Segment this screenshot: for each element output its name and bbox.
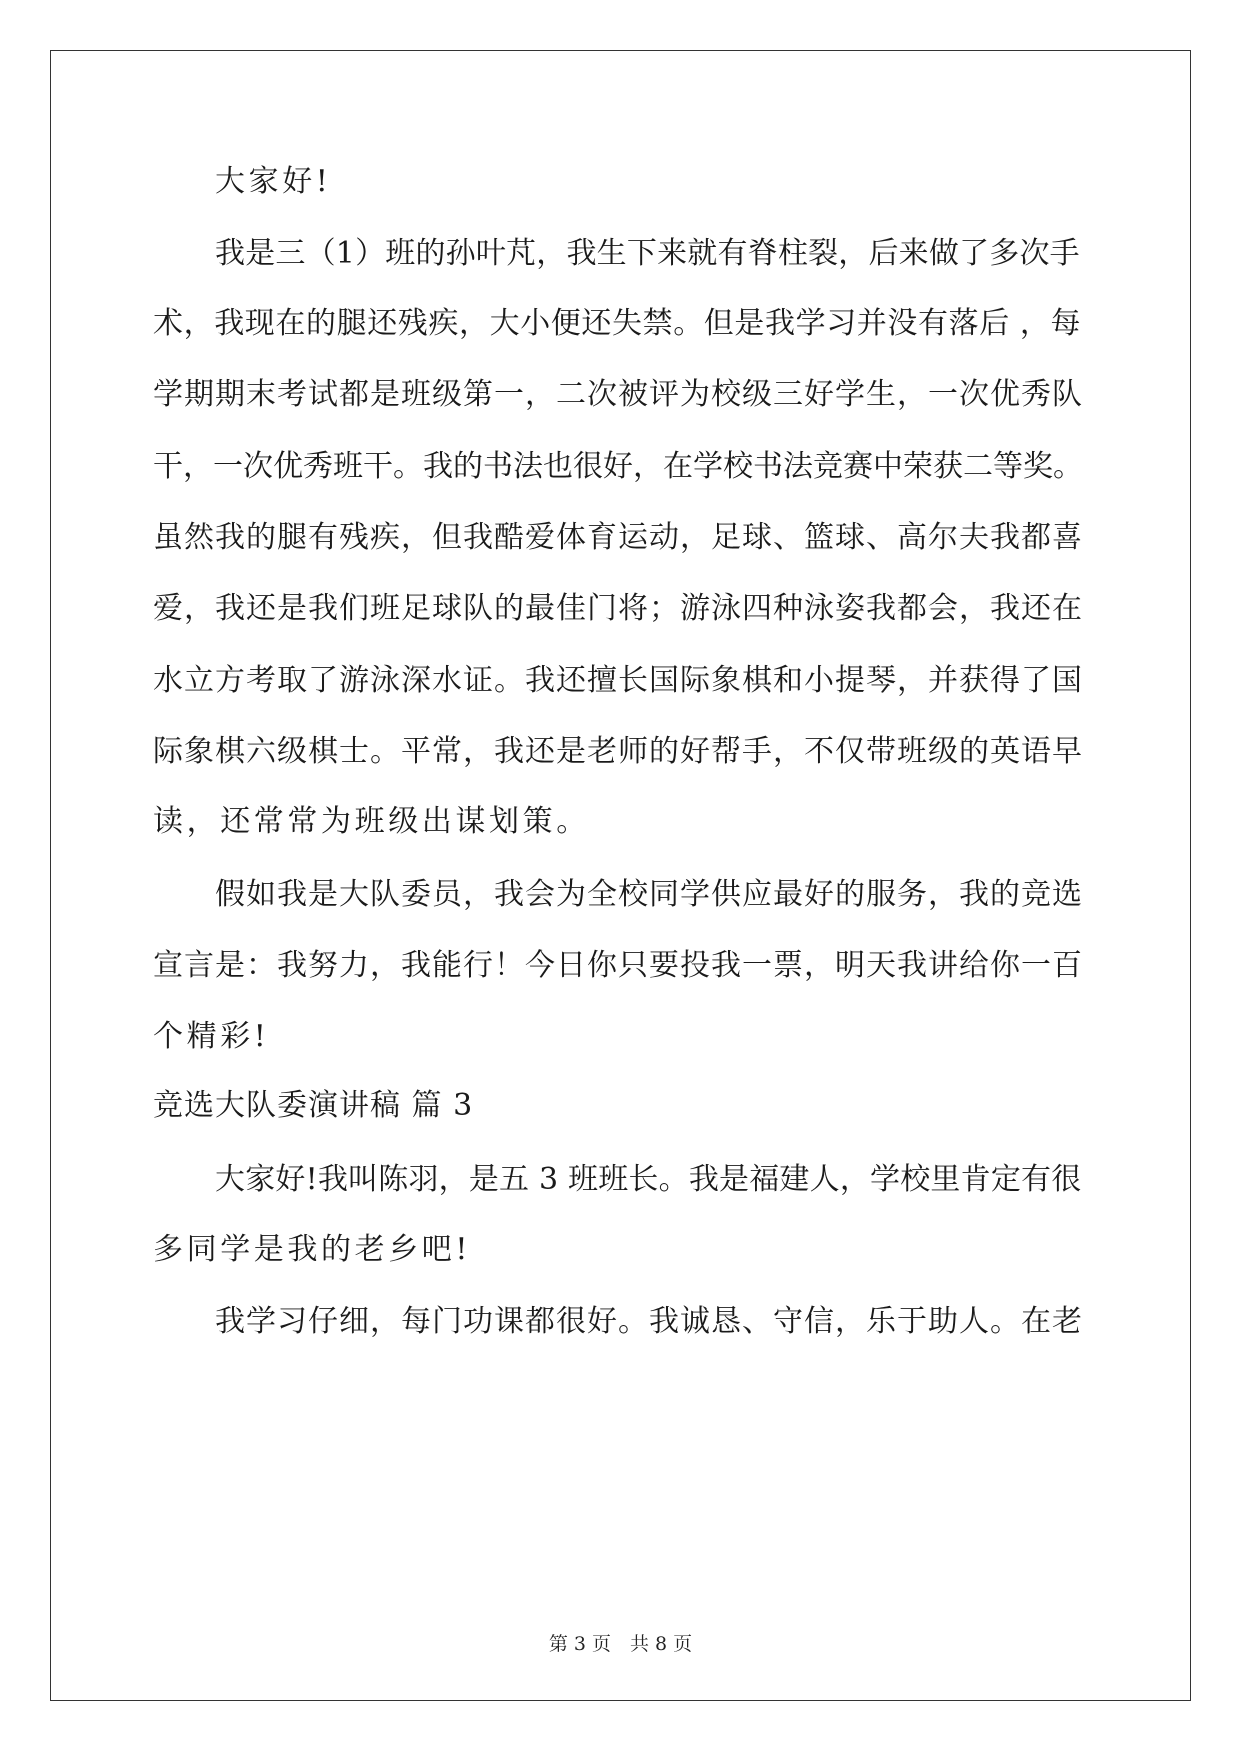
- paragraph-1-line-3: 学期期末考试都是班级第一，二次被评为校级三好学生，一次优秀队: [153, 377, 1083, 412]
- paragraph-3-line-1: 大家好!我叫陈羽，是五 3 班班长。我是福建人，学校里肯定有很: [215, 1162, 1082, 1197]
- paragraph-4-line-1: 我学习仔细，每门功课都很好。我诚恳、守信，乐于助人。在老: [215, 1304, 1083, 1339]
- paragraph-1-line-8: 际象棋六级棋士。平常，我还是老师的好帮手，不仅带班级的英语早: [153, 734, 1083, 769]
- paragraph-1-line-4: 干，一次优秀班干。我的书法也很好，在学校书法竞赛中荣获二等奖。: [153, 449, 1083, 484]
- paragraph-3-line-2: 多同学是我的老乡吧!: [153, 1232, 472, 1267]
- paragraph-2-line-2: 宣言是：我努力，我能行！今日你只要投我一票，明天我讲给你一百: [153, 948, 1083, 983]
- page-border: [50, 50, 1191, 1701]
- paragraph-1-line-7: 水立方考取了游泳深水证。我还擅长国际象棋和小提琴，并获得了国: [153, 663, 1083, 698]
- section-heading: 竞选大队委演讲稿 篇 3: [153, 1088, 474, 1123]
- paragraph-1-line-1: 我是三（1）班的孙叶芃，我生下来就有脊柱裂，后来做了多次手: [215, 236, 1080, 271]
- paragraph-1-line-5: 虽然我的腿有残疾，但我酷爱体育运动，足球、篮球、高尔夫我都喜: [153, 520, 1083, 555]
- paragraph-1-line-6: 爱，我还是我们班足球队的最佳门将；游泳四种泳姿我都会，我还在: [153, 591, 1083, 626]
- paragraph-greeting: 大家好!: [215, 164, 332, 199]
- paragraph-2-line-3: 个精彩!: [153, 1019, 270, 1054]
- paragraph-2-line-1: 假如我是大队委员，我会为全校同学供应最好的服务，我的竞选: [215, 877, 1083, 912]
- paragraph-1-line-2: 术，我现在的腿还残疾，大小便还失禁。但是我学习并没有落后 ，每: [153, 306, 1082, 341]
- paragraph-1-line-9: 读，还常常为班级出谋划策。: [153, 804, 590, 839]
- page-number: 第 3 页 共 8 页: [548, 1633, 693, 1655]
